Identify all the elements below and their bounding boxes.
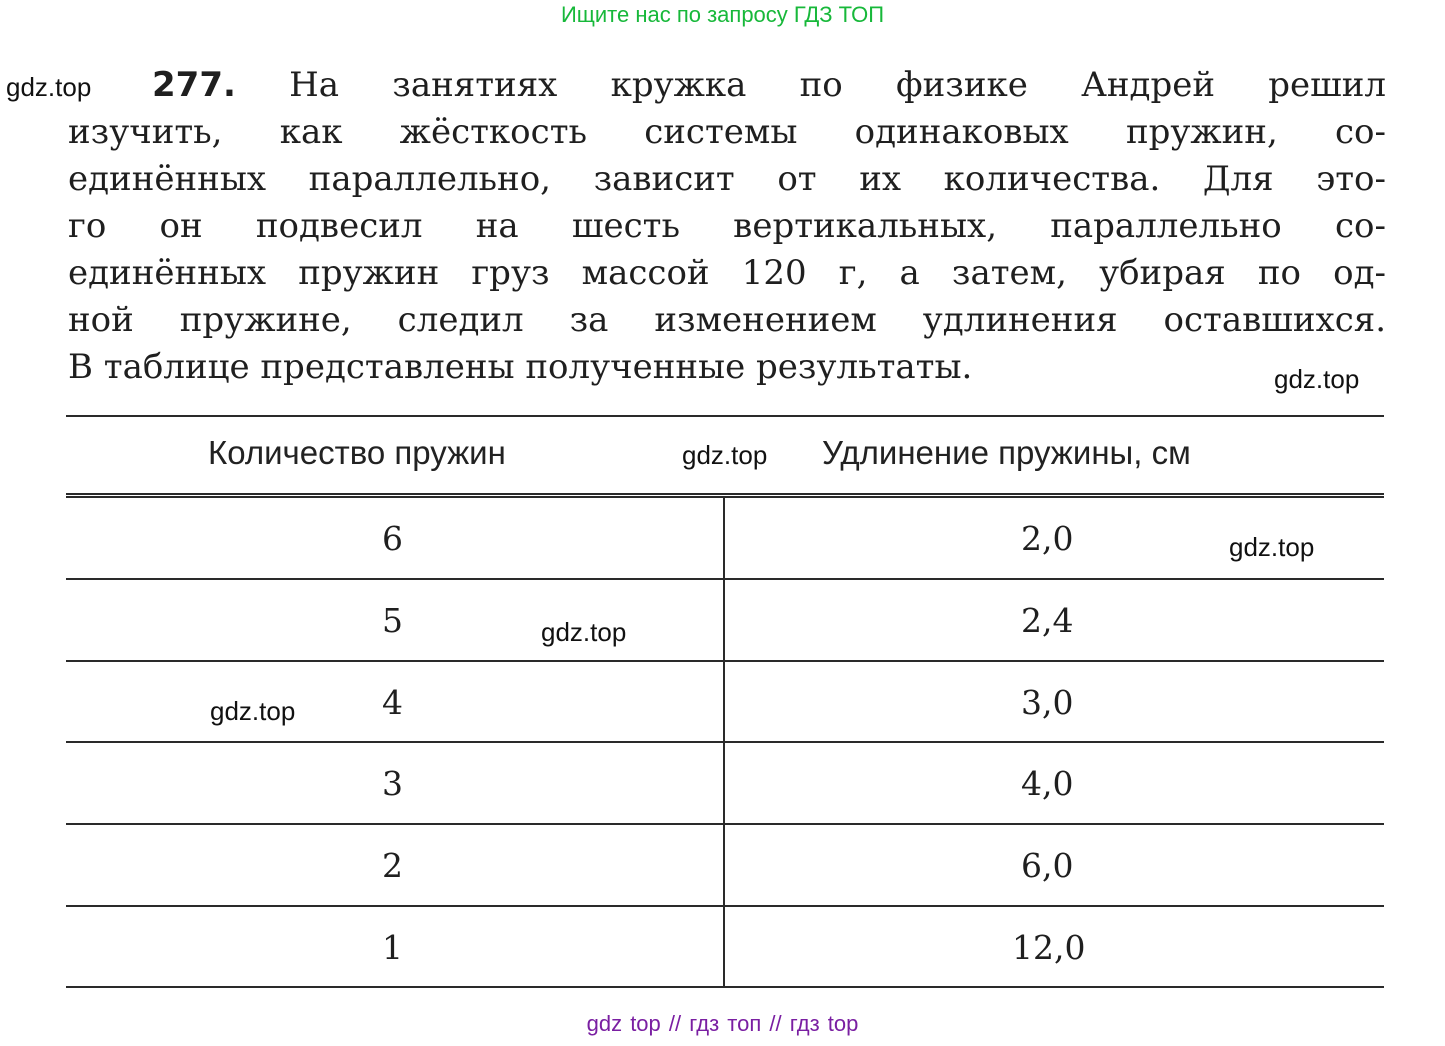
problem-line: единённых параллельно, зависит от их количества. Для это-: [68, 159, 1386, 199]
bottom-banner: gdz top // гдз топ // гдз top: [586, 1011, 859, 1036]
table-row-rule: [66, 578, 1384, 580]
table-bottom-rule: [66, 986, 1384, 988]
watermark: gdz.top: [682, 440, 768, 470]
problem-number: 277.: [152, 65, 236, 105]
problem-line: единённых пружин груз массой 120 г, а затем, убирая по од-: [68, 253, 1386, 293]
table-top-rule: [66, 415, 1384, 417]
table-cell-count: 3: [382, 764, 403, 803]
watermark: gdz.top: [6, 72, 92, 102]
table-cell-count: 4: [382, 683, 403, 722]
table-row-rule: [66, 823, 1384, 825]
table-cell-elongation: 6,0: [1021, 846, 1074, 885]
table-header-elongation: Удлинение пружины, см: [822, 434, 1191, 471]
watermark: gdz.top: [541, 617, 627, 647]
problem-line: изучить, как жёсткость системы одинаковых пружин, со-: [68, 112, 1386, 152]
table-header-count: Количество пружин: [208, 434, 506, 471]
table-row-rule: [66, 741, 1384, 743]
table-cell-count: 6: [382, 519, 403, 558]
table-cell-count: 2: [382, 846, 403, 885]
problem-line: ной пружине, следил за изменением удлинения оставшихся.: [68, 300, 1386, 340]
problem-line: 277. На занятиях кружка по физике Андрей решил: [152, 65, 1386, 105]
table-cell-elongation: 2,0: [1021, 519, 1074, 558]
watermark: gdz.top: [1229, 532, 1315, 562]
problem-line: го он подвесил на шесть вертикальных, параллельно со-: [68, 206, 1386, 246]
table-header-rule: [66, 493, 1384, 498]
table-cell-count: 1: [382, 928, 403, 967]
table-cell-elongation: 12,0: [1012, 928, 1086, 967]
table-cell-count: 5: [382, 601, 403, 640]
table-row-rule: [66, 905, 1384, 907]
table-column-divider: [723, 498, 725, 988]
table-cell-elongation: 3,0: [1021, 683, 1074, 722]
watermark: gdz.top: [210, 696, 296, 726]
problem-text: [68, 62, 1386, 391]
top-banner: Ищите нас по запросу ГДЗ ТОП: [560, 2, 885, 27]
table-cell-elongation: 2,4: [1021, 601, 1074, 640]
problem-line: В таблице представлены полученные результаты.: [68, 347, 973, 387]
watermark: gdz.top: [1274, 364, 1360, 394]
table-row-rule: [66, 660, 1384, 662]
table-cell-elongation: 4,0: [1021, 764, 1074, 803]
